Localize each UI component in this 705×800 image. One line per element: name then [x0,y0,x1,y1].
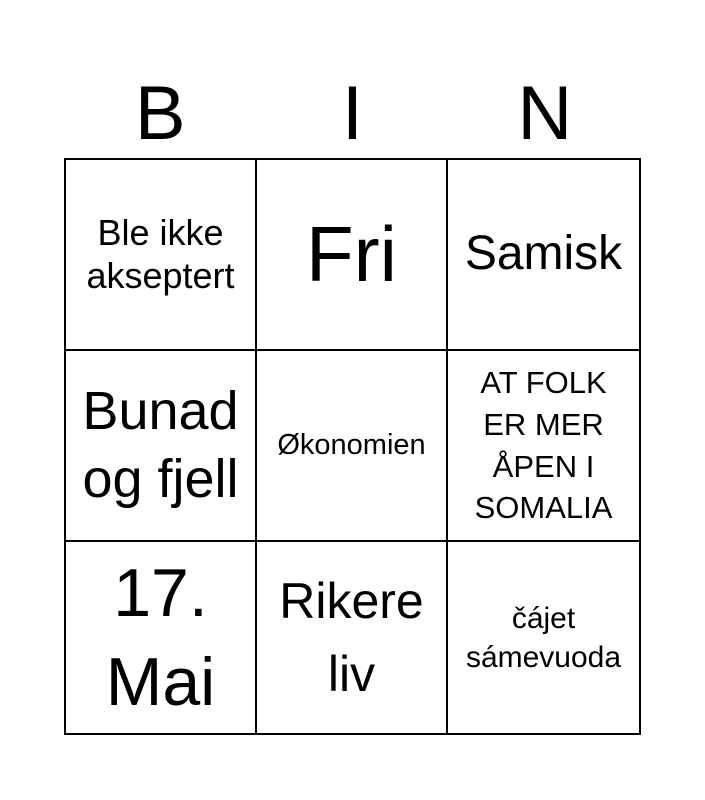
bingo-cell-8[interactable] [257,542,448,733]
bingo-cell-5[interactable] [257,351,448,542]
bingo-cell-3-text: Samisk [464,227,623,281]
bingo-cell-5-text: Økonomien [277,428,426,461]
bingo-cell-1-text: Ble ikke akseptert [86,212,235,296]
bingo-cell-2[interactable] [257,160,448,351]
bingo-cell-7-text: 17. Mai [105,555,216,720]
bingo-header [64,70,641,158]
bingo-cell-4-text: Bunad og fjell [82,381,239,509]
header-letter-n: N [517,71,573,156]
bingo-cell-9[interactable] [448,542,639,733]
bingo-cell-6-text: AT FOLK ER MER ÅPEN I SOMALIA [474,364,613,526]
bingo-cell-8-text: Rikere liv [279,573,424,702]
bingo-cell-7[interactable] [66,542,257,733]
header-letter-b: B [134,71,186,156]
bingo-cell-2-text: Fri [306,209,397,298]
header-letter-i: I [341,71,364,156]
bingo-cell-4[interactable] [66,351,257,542]
bingo-cell-1[interactable] [66,160,257,351]
bingo-cell-3[interactable] [448,160,639,351]
bingo-board [64,158,641,735]
bingo-cell-9-text: čájet sámevuoda [465,601,622,674]
bingo-cell-6[interactable] [448,351,639,542]
